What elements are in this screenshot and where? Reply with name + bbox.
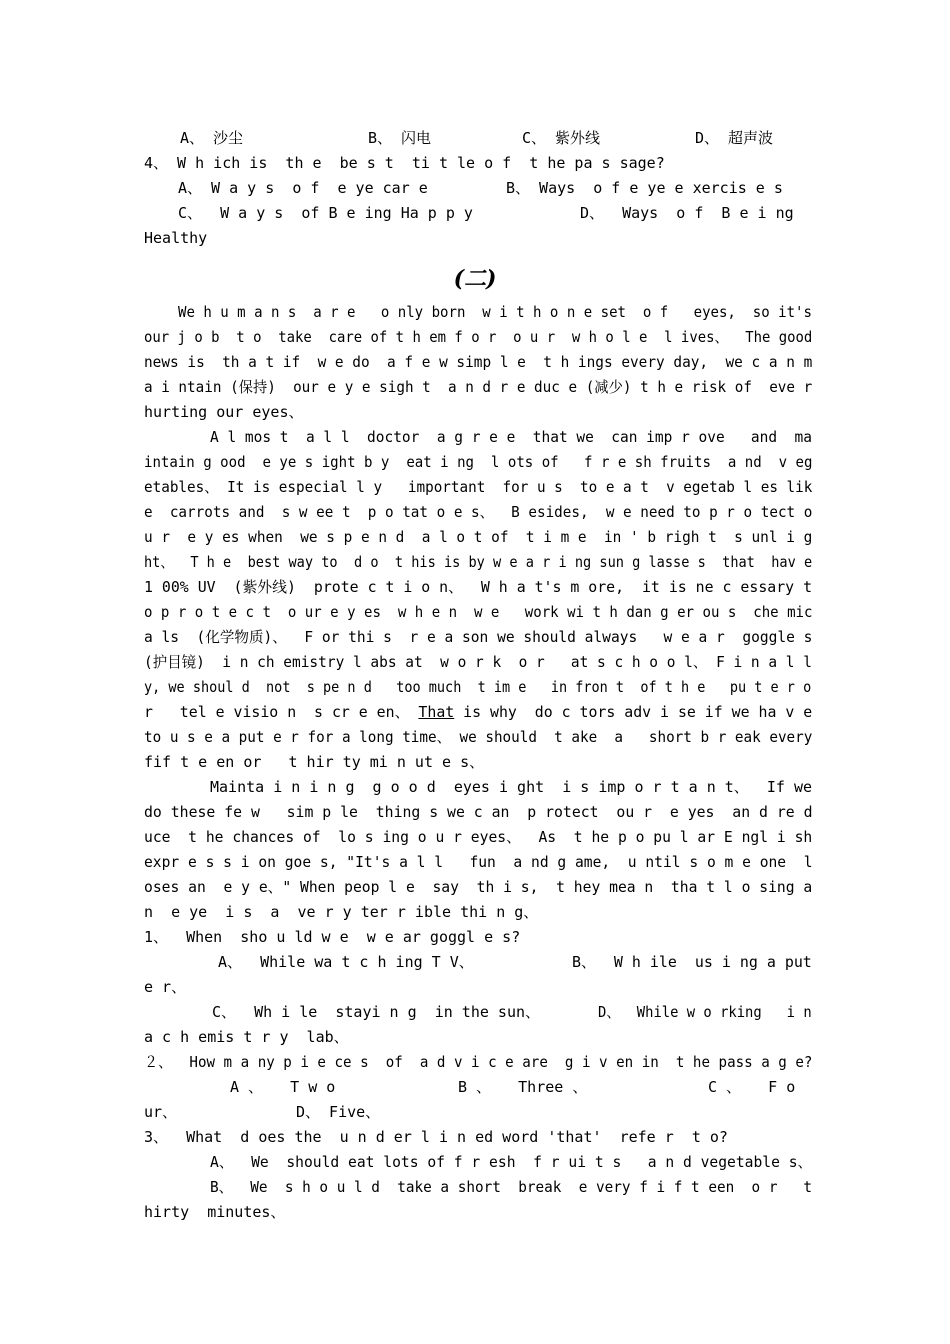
underlined-word-that: That bbox=[418, 703, 455, 721]
q2-option-a: A 、 T w o bbox=[230, 1078, 336, 1096]
q1-option-d: D、 While w o rking i n bbox=[598, 1003, 812, 1021]
passage-p2-line: fif t e en or t hir ty mi n ut e s、 bbox=[144, 753, 485, 771]
q4-option-a: A、 W a y s o f e ye car e bbox=[178, 179, 428, 197]
q1-option-a: A、 While wa t c h ing T V、 bbox=[218, 953, 474, 971]
passage-p1-line: our j o b t o take care of t h em f o r o u r w h o l e l ives、 The good bbox=[144, 328, 813, 346]
passage-p3-line: n e ye i s a ve r y ter r ible thi n g、 bbox=[144, 903, 539, 921]
passage-p1-line: news is th a t if w e do a f e w simp l e t h ings every day, we c a n m bbox=[144, 353, 813, 371]
passage-p2-line bbox=[144, 702, 812, 722]
passage-p2-line: 1 00% UV (紫外线) prote c t i o n、 W h a t's m ore, it is ne c essary t bbox=[144, 578, 813, 596]
q2-option-c-continued: ur、 bbox=[144, 1103, 178, 1121]
passage-p2-line: ht、 T h e best way to d o t his is by w e a r i ng sun g lasse s that hav e bbox=[144, 553, 813, 571]
passage-p2-line: a ls (化学物质)、 F or thi s r e a son we should always w e a r goggle s bbox=[144, 628, 813, 646]
question-1-stem: 1、 When sho u ld w e w e ar goggl e s? bbox=[144, 928, 521, 946]
prev-option-b: B、 闪电 bbox=[368, 129, 432, 147]
q4-option-c: C、 W a y s of B e ing Ha p p y bbox=[178, 204, 473, 222]
q4-option-b: B、 Ways o f e ye e xercis e s bbox=[506, 179, 783, 197]
q3-option-b: B、 We s h o u l d take a short break e very f i f t een o r t bbox=[210, 1178, 813, 1196]
q2-option-c: C 、 F o bbox=[708, 1078, 796, 1096]
passage-p1-line: We h u m a n s a r e o nly born w i t h o n e set o f eyes, so it's bbox=[178, 303, 812, 321]
question-2-stem: ２、 How m a ny p i e ce s of a d v i c e are g i v en in t he pass a g e? bbox=[144, 1053, 813, 1071]
section-heading: (二) bbox=[453, 266, 497, 292]
passage-p2-line: to u s e a put e r for a long time、 we should t ake a short b r eak every bbox=[144, 728, 813, 746]
q2-option-d: D、 Five、 bbox=[296, 1103, 381, 1121]
q1-option-b: B、 W h ile us i ng a put bbox=[572, 953, 812, 971]
passage-p3-line: uce t he chances of lo s ing o u r eyes、 As t he p o pu l ar E ngl i sh bbox=[144, 828, 813, 846]
prev-option-c: C、 紫外线 bbox=[522, 129, 601, 147]
q1-option-d-continued: a c h emis t r y lab、 bbox=[144, 1028, 349, 1046]
passage-p2-line: o p r o t e c t o ur e y es w h e n w e work wi t h dan g er ou s che mic bbox=[144, 603, 813, 621]
passage-text: r tel e visio n s cr e en、 bbox=[144, 703, 419, 721]
q1-option-c: C、 Wh i le stayi n g in the sun、 bbox=[212, 1003, 541, 1021]
q1-option-b-continued: e r、 bbox=[144, 978, 187, 996]
passage-p3-line: Mainta i n i n g g o o d eyes i ght i s imp o r t a n t、 If we bbox=[210, 778, 812, 796]
passage-p2-line: etables、 It is especial l y important for u s to e a t v egetab l es lik bbox=[144, 478, 813, 496]
passage-p2-line: A l mos t a l l doctor a g r e e that we can imp r ove and ma bbox=[210, 428, 812, 446]
passage-p3-line: oses an e y e、" When peop l e say th i s, t hey mea n tha t l o sing a bbox=[144, 878, 813, 896]
passage-p2-line: e carrots and s w ee t p o tat o e s、 B esides, w e need to p r o tect o bbox=[144, 503, 813, 521]
q4-option-d: D、 Ways o f B e i ng bbox=[580, 204, 794, 222]
passage-p1-line: a i ntain (保持) our e y e sigh t a n d r e duc e (减少) t h e risk of eve r bbox=[144, 378, 813, 396]
q4-option-d-continued: Healthy bbox=[144, 229, 208, 247]
passage-p1-line: hurting our eyes、 bbox=[144, 403, 304, 421]
passage-p2-line: u r e y es when we s p e n d a l o t of t i m e in ' b righ t s unl i g bbox=[144, 528, 813, 546]
passage-p2-line: y, we shoul d not s pe n d too much t im e in fron t of t h e pu t e r o bbox=[144, 678, 812, 696]
prev-option-d: D、 超声波 bbox=[695, 129, 774, 147]
passage-p3-line: expr e s s i on goe s, "It's a l l fun a nd g ame, u ntil s o m e one l bbox=[144, 853, 813, 871]
question-4-stem: 4、 W h ich is th e be s t ti t le o f t he pa s sage? bbox=[144, 154, 665, 172]
passage-text: is why do c tors adv i se if we ha v e bbox=[454, 703, 813, 721]
q2-option-b: B 、 Three 、 bbox=[458, 1078, 588, 1096]
passage-p3-line: do these fe w sim p le thing s we c an p rotect ou r e yes an d re d bbox=[144, 803, 813, 821]
passage-p2-line: intain g ood e ye s ight b y eat i ng l ots of f r e sh fruits a nd v eg bbox=[144, 453, 813, 471]
passage-p2-line: (护目镜) i n ch emistry l abs at w o r k o r at s c h o o l、 F i n a l l bbox=[144, 653, 812, 671]
q3-option-a: A、 We should eat lots of f r esh f r ui t s a n d vegetable s、 bbox=[210, 1153, 813, 1171]
q3-option-b-continued: hirty minutes、 bbox=[144, 1203, 286, 1221]
question-3-stem: 3、 What d oes the u n d er l i n ed word 'that' refe r t o? bbox=[144, 1128, 728, 1146]
prev-option-a: A、 沙尘 bbox=[180, 129, 244, 147]
